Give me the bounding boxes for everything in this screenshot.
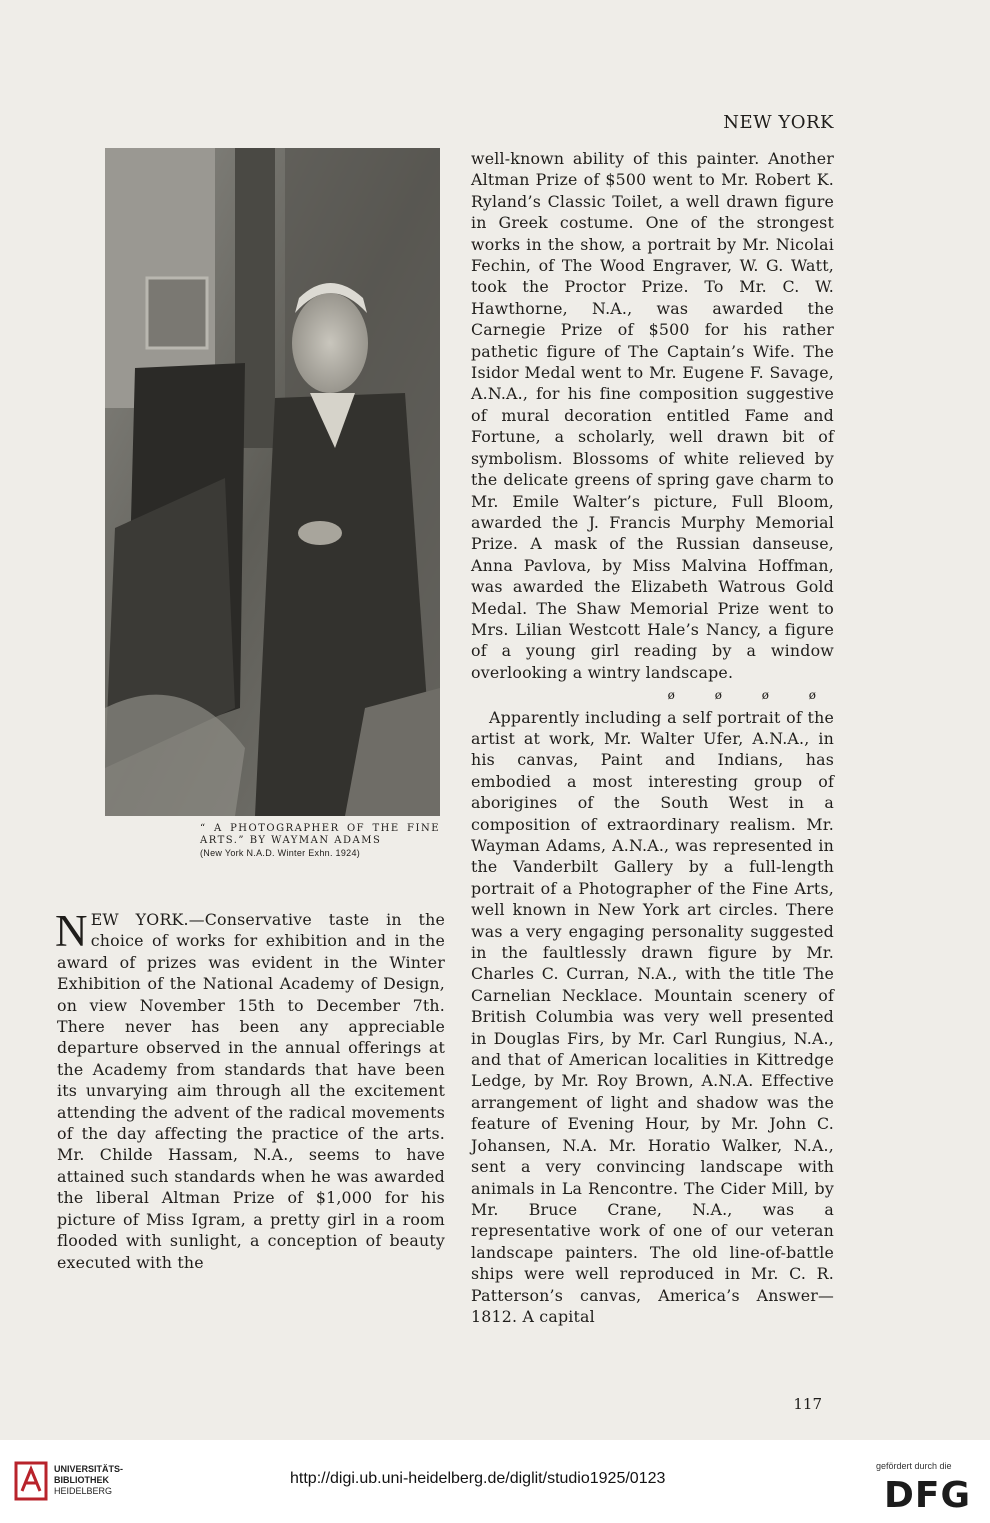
figure-caption	[200, 823, 440, 860]
drop-cap: N	[55, 906, 88, 956]
caption-main: “ A PHOTOGRAPHER OF THE FINE ARTS.” BY WAYMAN ADAMS	[200, 823, 440, 846]
library-name	[54, 1464, 123, 1497]
digitization-footer	[0, 1440, 990, 1523]
section-ornament: ø ø ø ø	[667, 688, 834, 703]
left-text-column	[55, 906, 445, 1273]
caption-source: (New York N.A.D. Winter Exhn. 1924)	[200, 848, 361, 858]
funded-by-label: gefördert durch die	[876, 1461, 952, 1471]
paragraph-intro: EW YORK.—Conservative taste in the choice of works for exhibition and in the award of prizes was evident in the Winter Exhibition of the National Academy of Design, on view November 15th to December 7th. There never has been any appreciable departure observed in the annual offerings at the Academy from standards that have been its unvarying aim through all the excitement attending the advent of the radical movements of the day affecting the practice of the arts. Mr. Childe Hassam, N.A., seems to have attained such standards when he was awarded the liberal Altman Prize of $1,000 for his picture of Miss Igram, a pretty girl in a room flooded with sunlight, a conception of beauty executed with the	[57, 910, 445, 1272]
portrait-photograph	[105, 148, 440, 816]
library-line-3: HEIDELBERG	[54, 1486, 113, 1496]
dfg-logo: DFG	[884, 1475, 972, 1516]
portrait-image	[105, 148, 440, 816]
page-number: 117	[793, 1395, 822, 1413]
permalink-url[interactable]: http://digi.ub.uni-heidelberg.de/diglit/studio1925/0123	[290, 1470, 666, 1487]
university-library-logo-icon	[14, 1461, 48, 1501]
paragraph-prizes: well-known ability of this painter. Another Altman Prize of $500 went to Mr. Robert K. Ryland’s Classic Toilet, a well drawn figure in Greek costume. One of the strongest works in the show, a portrait by Mr. Nicolai Fechin, of The Wood Engraver, W. G. Watt, took the Proctor Prize. To Mr. C. W. Hawthorne, N.A., was awarded the Carnegie Prize of $500 for his rather pathetic figure of The Captain’s Wife. The Isidor Medal went to Mr. Eugene F. Savage, A.N.A., for his fine composition suggestive of mural decoration entitled Fame and Fortune, a scholarly, well drawn bit of symbolism. Blossoms of white relieved by the delicate greens of spring gave charm to Mr. Emile Walter’s picture, Full Bloom, awarded the J. Francis Murphy Memorial Prize. A mask of the Russian danseuse, Anna Pavlova, by Miss Malvina Hoffman, was awarded the Elizabeth Watrous Gold Medal. The Shaw Memorial Prize went to Mrs. Lilian Westcott Hale’s Nancy, a figure of a young girl reading by a window overlooking a wintry landscape.	[471, 149, 834, 682]
paragraph-works: Apparently including a self portrait of the artist at work, Mr. Walter Ufer, A.N.A., in his canvas, Paint and Indians, has embodied a most interesting group of aborigines of the South West in a composition of extraordinary realism. Mr. Wayman Adams, A.N.A., was represented in the Vanderbilt Gallery by a full-length portrait of a Photographer of the Fine Arts, well known in New York art circles. There was a very engaging personality suggested in the faultlessly drawn figure by Mr. Charles C. Curran, N.A., with the title The Carnelian Necklace. Mountain scenery of British Columbia was very well presented in Douglas Firs, by Mr. Carl Rungius, N.A., and that of American localities in Kittredge Ledge, by Mr. Roy Brown, A.N.A. Effective arrangement of light and shadow was the feature of Evening Hour, by Mr. John C. Johansen, N.A. Mr. Horatio Walker, N.A., sent a very convincing landscape with animals in La Rencontre. The Cider Mill, by Mr. Bruce Crane, N.A., was a representative work of one of our veteran landscape painters. The old line-of-battle ships were well reproduced in Mr. C. R. Patterson’s canvas, America’s Answer—1812. A capital	[471, 707, 834, 1326]
library-line-2: BIBLIOTHEK	[54, 1475, 109, 1485]
library-line-1: UNIVERSITÄTS-	[54, 1464, 124, 1474]
right-text-column	[471, 148, 834, 1327]
running-title: NEW YORK	[723, 112, 834, 133]
